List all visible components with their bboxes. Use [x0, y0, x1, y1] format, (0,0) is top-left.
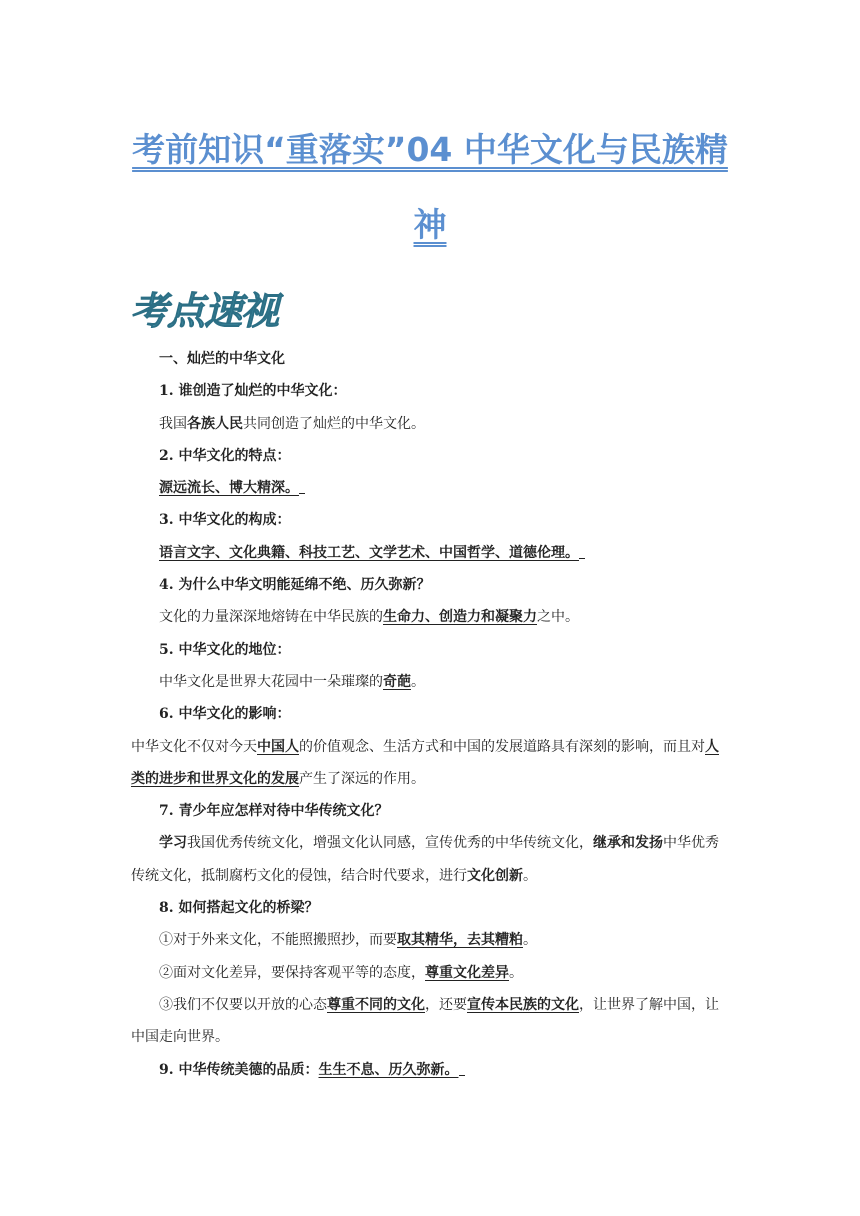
badge-text: 考点速视 [130, 288, 279, 333]
question-1: 1. 谁创造了灿烂的中华文化： [159, 383, 347, 400]
document-body [131, 343, 731, 1086]
section-heading: 一、灿烂的中华文化 [159, 351, 285, 367]
page-title [120, 112, 740, 262]
answer-8-1: ①对于外来文化，不能照搬照抄，而要取其精华，去其糟粕。 [159, 932, 537, 949]
question-5: 5. 中华文化的地位： [159, 641, 291, 658]
question-6: 6. 中华文化的影响： [159, 706, 291, 723]
section-badge-image [128, 282, 284, 334]
question-9: 9. 中华传统美德的品质：生生不息、历久弥新。 [131, 1054, 731, 1086]
page-title-text: 考前知识“重落实”04 中华文化与民族精神 [132, 130, 728, 244]
answer-2: 源远流长、博大精深。 [131, 472, 731, 504]
answer-7: 学习我国优秀传统文化，增强文化认同感，宣传优秀的中华传统文化，继承和发扬中华优秀传统文化，抵制腐朽文化的侵蚀，结合时代要求，进行文化创新。 [131, 835, 719, 884]
question-3: 3. 中华文化的构成： [159, 512, 291, 529]
answer-1: 我国各族人民共同创造了灿烂的中华文化。 [159, 415, 425, 432]
question-7: 7. 青少年应怎样对待中华传统文化？ [159, 803, 389, 820]
answer-4: 文化的力量深深地熔铸在中华民族的生命力、创造力和凝聚力之中。 [159, 609, 579, 626]
answer-8-2: ②面对文化差异，要保持客观平等的态度，尊重文化差异。 [159, 964, 523, 981]
answer-5: 中华文化是世界大花园中一朵璀璨的奇葩。 [159, 673, 425, 690]
question-8: 8. 如何搭起文化的桥梁？ [159, 900, 319, 917]
answer-6: 中华文化不仅对今天中国人的价值观念、生活方式和中国的发展道路具有深刻的影响，而且对人类的进步和世界文化的发展产生了深远的作用。 [131, 738, 719, 787]
answer-3: 语言文字、文化典籍、科技工艺、文学艺术、中国哲学、道德伦理。 [131, 537, 731, 569]
answer-8-3: ③我们不仅要以开放的心态尊重不同的文化，还要宣传本民族的文化，让世界了解中国，让中国走向世界。 [131, 996, 719, 1046]
question-2: 2. 中华文化的特点： [159, 447, 291, 464]
question-4: 4. 为什么中华文明能延绵不绝、历久弥新？ [159, 577, 431, 594]
